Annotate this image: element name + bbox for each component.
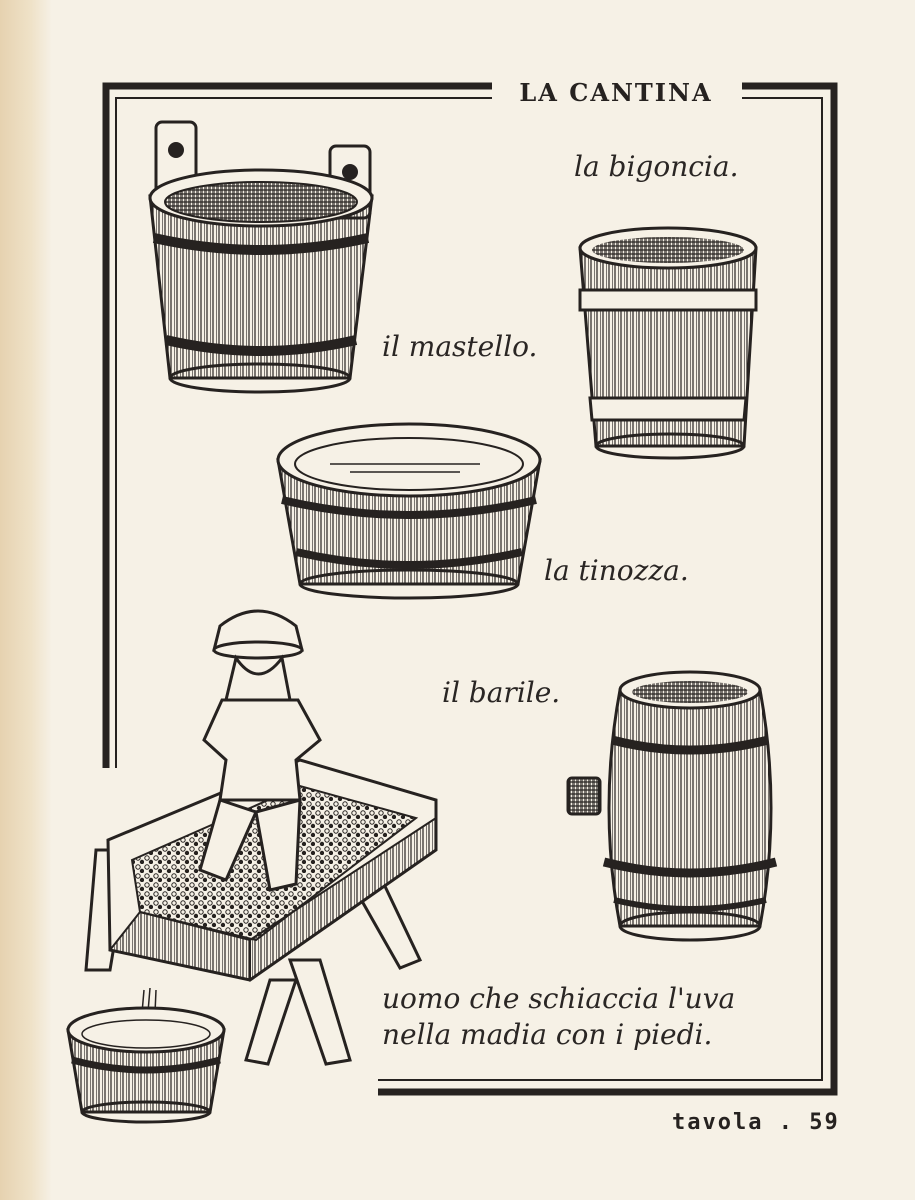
bigoncia-drawing xyxy=(580,228,756,458)
caption-uomo-line1: uomo che schiaccia l'uva xyxy=(382,982,736,1015)
page-number: tavola . 59 xyxy=(672,1110,840,1135)
uomo-madia-drawing xyxy=(68,611,436,1122)
caption-barile: il barile. xyxy=(442,676,561,709)
caption-mastello: il mastello. xyxy=(382,330,538,363)
caption-tinozza: la tinozza. xyxy=(544,554,689,587)
tinozza-drawing xyxy=(278,424,540,598)
mastello-drawing xyxy=(150,122,372,392)
page-title: LA CANTINA xyxy=(496,76,736,110)
caption-bigoncia: la bigoncia. xyxy=(574,150,739,183)
barile-drawing xyxy=(568,672,776,940)
caption-uomo-line2: nella madia con i piedi. xyxy=(382,1018,713,1051)
